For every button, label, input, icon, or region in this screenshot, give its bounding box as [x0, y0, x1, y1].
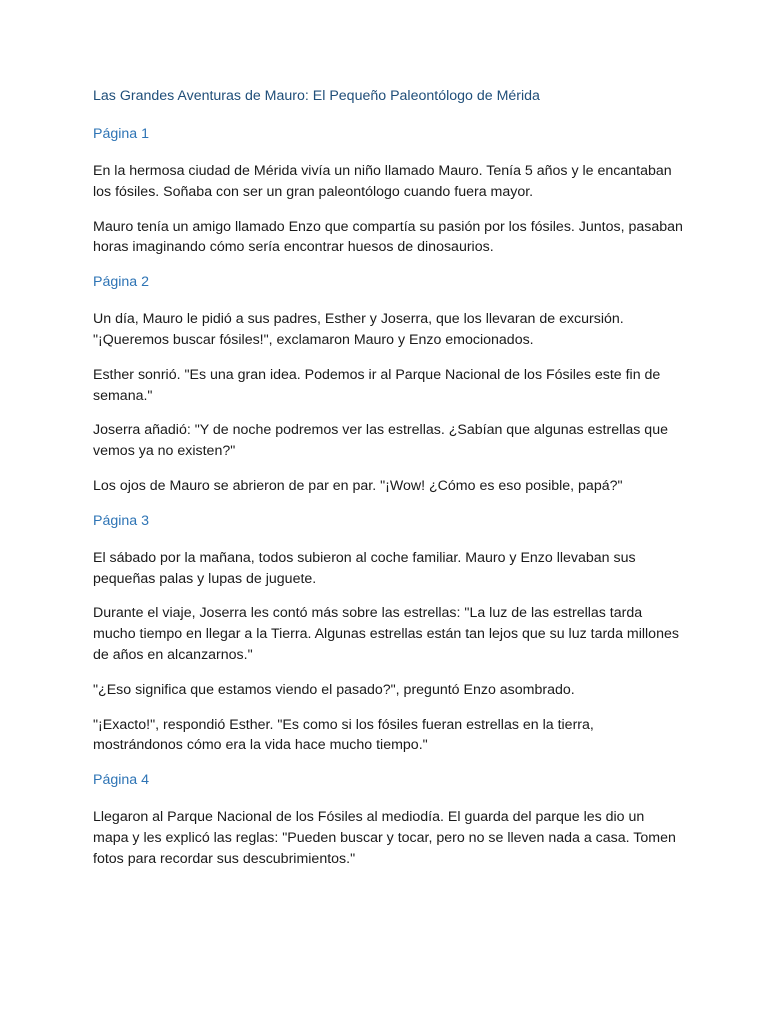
paragraph: Joserra añadió: "Y de noche podremos ver las estrellas. ¿Sabían que algunas estrellas que vemos ya no existen?"	[93, 422, 668, 460]
section-pagina-2	[93, 272, 683, 497]
section-pagina-3	[93, 511, 683, 756]
section-pagina-4	[93, 770, 683, 869]
paragraph: Esther sonrió. "Es una gran idea. Podemos ir al Parque Nacional de los Fósiles este fin de semana."	[93, 366, 661, 404]
document-title: Las Grandes Aventuras de Mauro: El Pequeño Paleontólogo de Mérida	[93, 88, 540, 104]
paragraph: El sábado por la mañana, todos subieron al coche familiar. Mauro y Enzo llevaban sus pequeñas palas y lupas de juguete.	[93, 549, 636, 587]
paragraph: "¿Eso significa que estamos viendo el pasado?", preguntó Enzo asombrado.	[93, 681, 575, 698]
section-heading: Página 1	[93, 126, 150, 142]
paragraph: En la hermosa ciudad de Mérida vivía un niño llamado Mauro. Tenía 5 años y le encantaban los fósiles. Soñaba con ser un gran paleontólogo cuando fuera mayor.	[93, 163, 672, 200]
paragraph: Llegaron al Parque Nacional de los Fósiles al mediodía. El guarda del parque les dio un mapa y les explicó las reglas: "Pueden buscar y tocar, pero no se lleven nada a casa. Tomen fotos para recordar sus descubrimientos."	[93, 809, 676, 867]
section-heading: Página 2	[93, 274, 150, 291]
paragraph: "¡Exacto!", respondió Esther. "Es como si los fósiles fueran estrellas en la tierra, mostrándonos cómo era la vida hace mucho tiempo."	[93, 716, 594, 754]
document-page	[93, 86, 683, 884]
paragraph: Los ojos de Mauro se abrieron de par en par. "¡Wow! ¿Cómo es eso posible, papá?"	[93, 477, 623, 494]
section-heading: Página 4	[93, 772, 150, 789]
paragraph: Mauro tenía un amigo llamado Enzo que compartía su pasión por los fósiles. Juntos, pasaban horas imaginando cómo sería encontrar huesos de dinosaurios.	[93, 218, 683, 256]
section-pagina-1	[93, 124, 683, 258]
section-heading: Página 3	[93, 512, 150, 529]
paragraph: Un día, Mauro le pidió a sus padres, Esther y Joserra, que los llevaran de excursión. "¡Queremos buscar fósiles!", exclamaron Mauro y Enzo emocionados.	[93, 311, 624, 348]
paragraph: Durante el viaje, Joserra les contó más sobre las estrellas: "La luz de las estrellas tarda mucho tiempo en llegar a la Tierra. Algunas estrellas están tan lejos que su luz tarda millones de años en alcanzarnos."	[93, 605, 679, 663]
